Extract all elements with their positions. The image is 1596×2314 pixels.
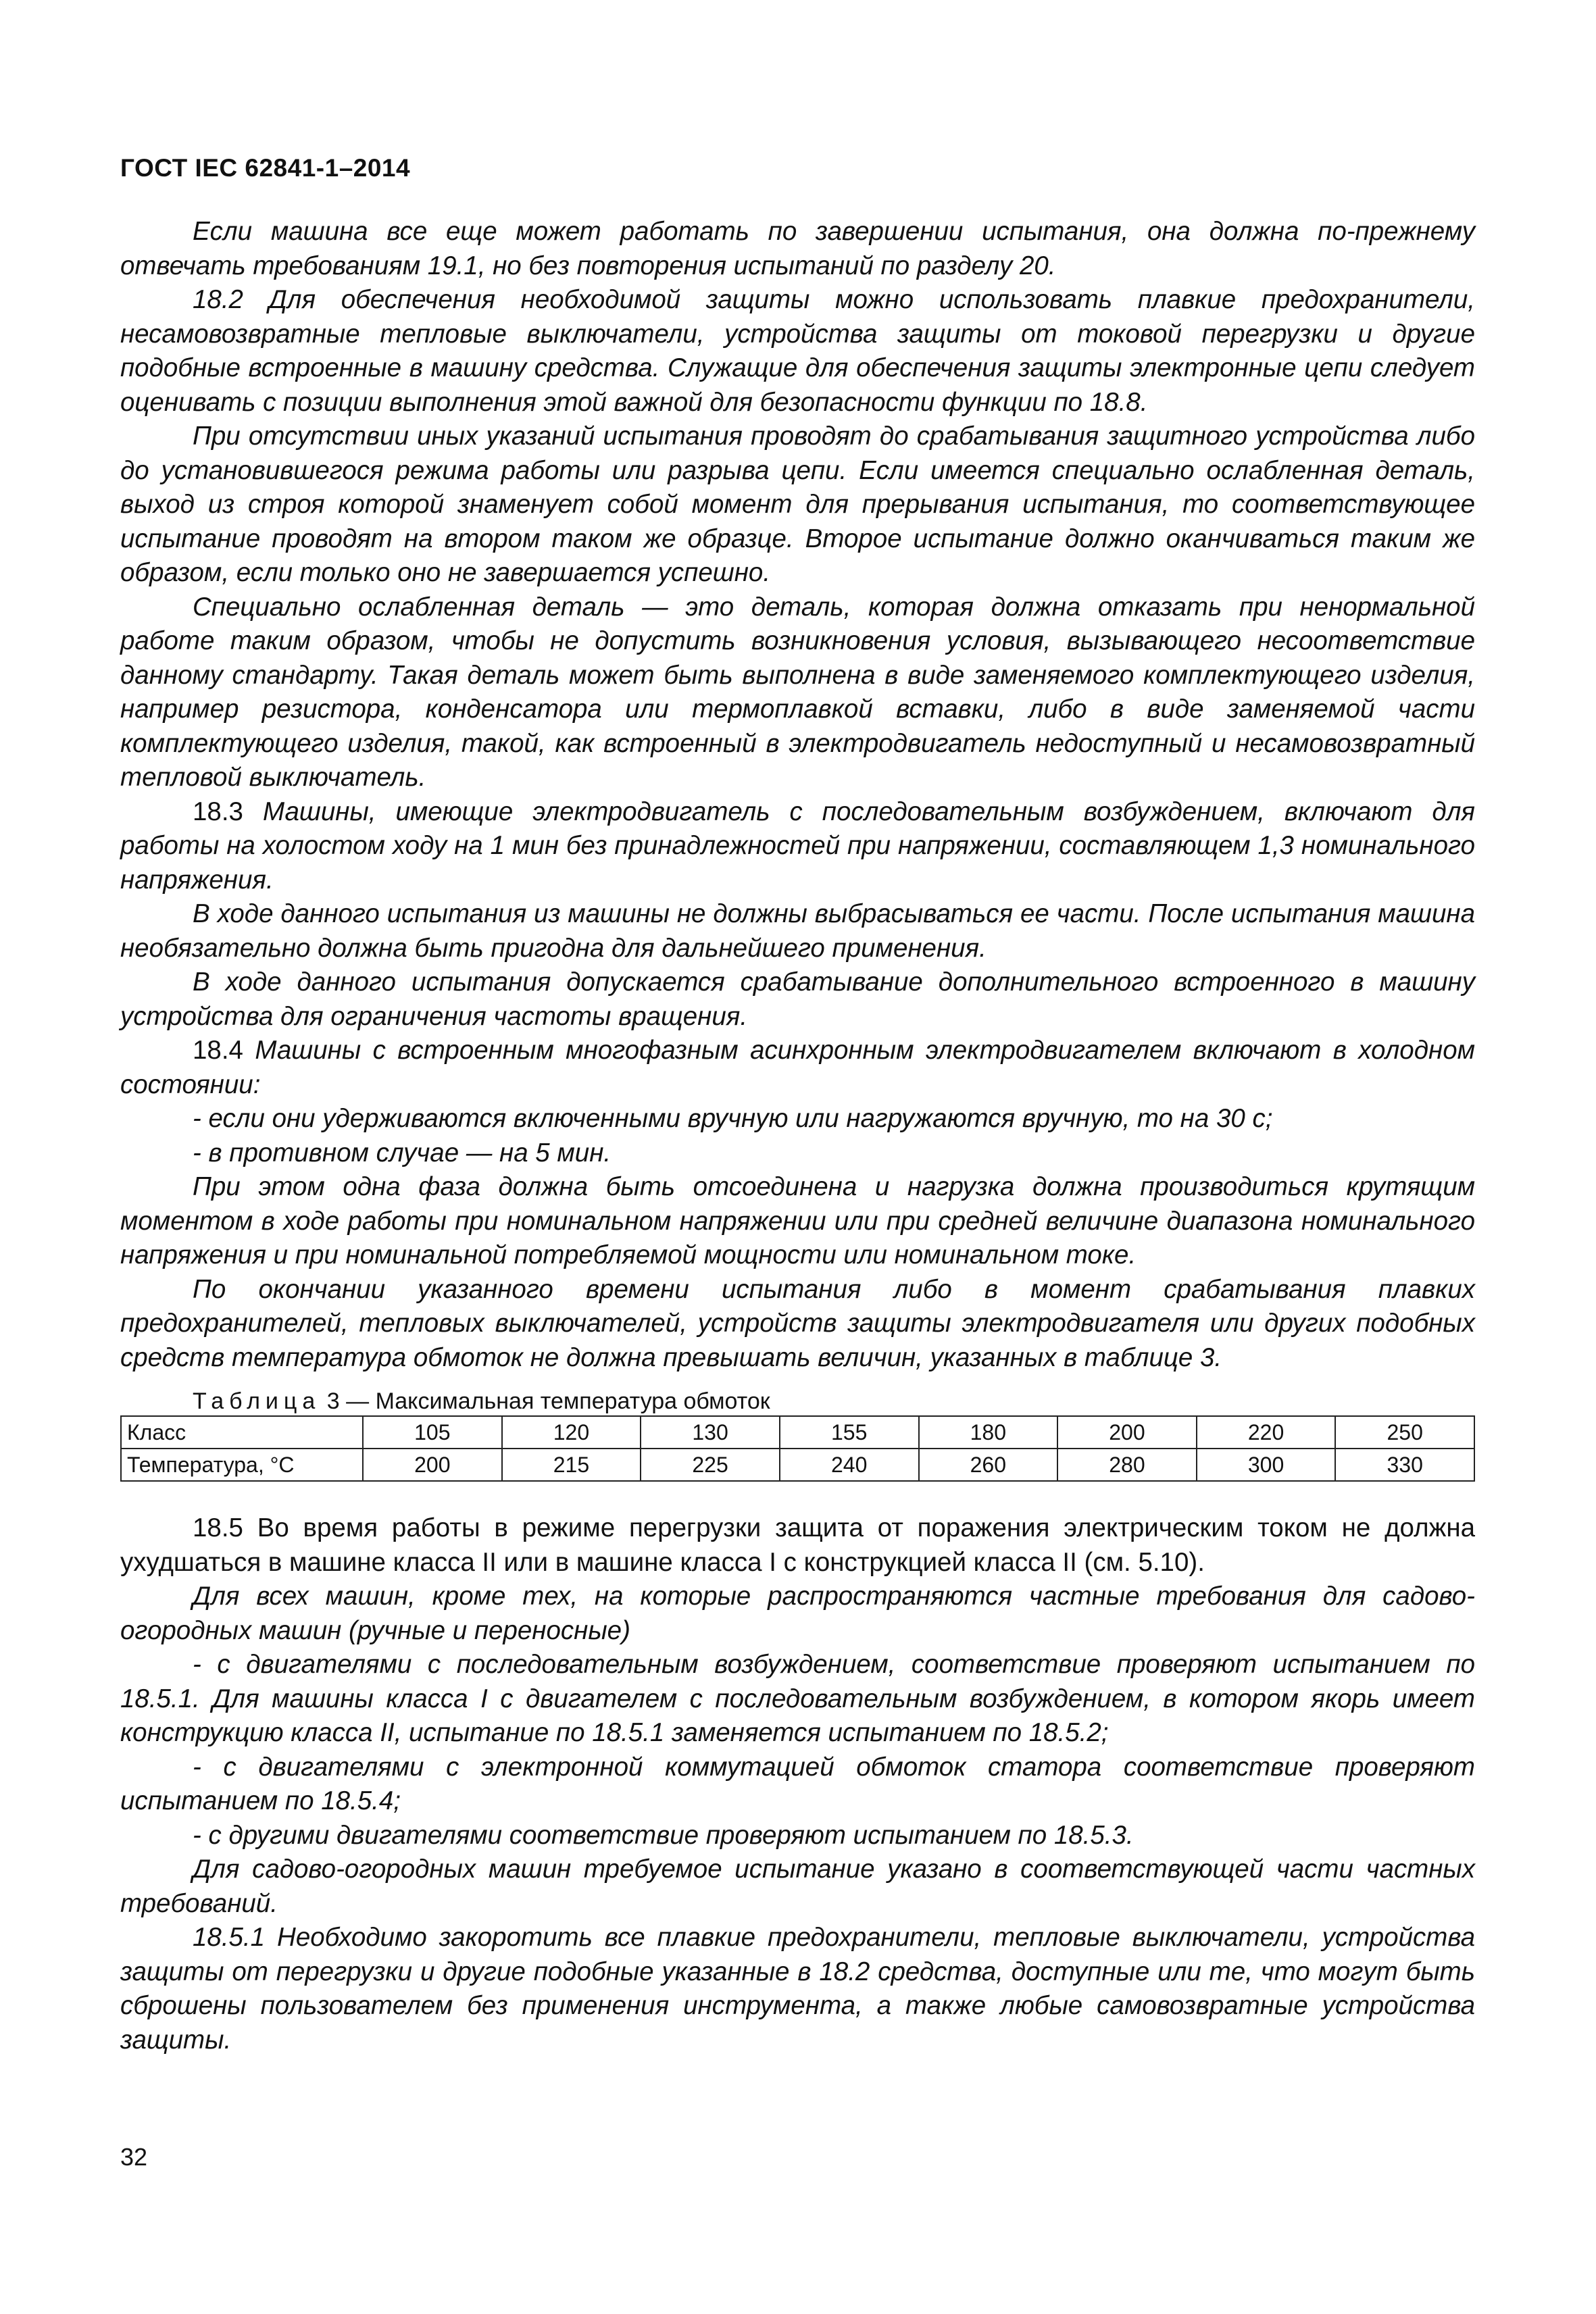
paragraph: Специально ослабленная деталь — это деталь, которая должна отказать при ненормальной работе таким образом, чтобы не допустить возникновения условия, вызывающего несоответствие данному стандарту. Такая деталь может быть выполнена в виде заменяемого комплектующего изделия, например резистора, конденсатора или термоплавкой вставки, либо в виде заменяемой части комплектующего изделия, такой, как встроенный в электродвигатель недоступный и несамовозвратный тепловой выключатель. (120, 592, 1475, 792)
table-cell: 200 (363, 1449, 502, 1481)
list-item: - в противном случае — на 5 мин. (193, 1138, 612, 1167)
table-cell: 225 (641, 1449, 780, 1481)
page-number: 32 (120, 2143, 148, 2171)
paragraph: Для садово-огородных машин требуемое испытание указано в соответствующей части частных требований. (120, 1855, 1475, 1918)
table-cell: 180 (919, 1416, 1058, 1449)
table-cell: 250 (1335, 1416, 1474, 1449)
table-cell: 260 (919, 1449, 1058, 1481)
paragraph: Для всех машин, кроме тех, на которые распространяются частные требования для садово-огородных машин (ручные и переносные) (120, 1582, 1475, 1645)
document-body (120, 215, 1475, 2057)
paragraph-18-3 (120, 795, 1475, 898)
paragraph-18-5-1: 18.5.1 Необходимо закоротить все плавкие предохранители, тепловые выключатели, устройства защиты от перегрузки и другие подобные указанные в 18.2 средства, доступные или те, что могут быть сброшены пользователем без применения инструмента, а также любые самовозвратные устройства защиты. (120, 1923, 1475, 2055)
row-header: Класс (121, 1416, 363, 1449)
list-item: - с двигателями с последовательным возбуждением, соответствие проверяют испытанием по 18.5.1. Для машины класса I с двигателем с последовательным возбуждением, в котором якорь имеет конструкцию класса II, испытание по 18.5.1 заменяется испытанием по 18.5.2; (120, 1650, 1475, 1747)
table-cell: 220 (1197, 1416, 1336, 1449)
table-cell: 240 (780, 1449, 919, 1481)
paragraph: При этом одна фаза должна быть отсоединена и нагрузка должна производиться крутящим моментом в ходе работы при номинальном напряжении или при средней величине диапазона номинального напряжения и при номинальной потребляемой мощности или номинальном токе. (120, 1172, 1475, 1269)
clause-text: Машины, имеющие электродвигатель с последовательным возбуждением, включают для работы на холостом ходу на 1 мин без принадлежностей при напряжении, составляющем 1,3 номинального напряжения. (120, 797, 1475, 895)
table-caption (120, 1387, 1475, 1415)
clause-number: 18.3 (193, 797, 243, 826)
table-cell: 120 (502, 1416, 641, 1449)
paragraph: По окончании указанного времени испытания либо в момент срабатывания плавких предохранителей, тепловых выключателей, устройств защиты электродвигателя или других подобных средств температура обмоток не должна превышать величин, указанных в таблице 3. (120, 1274, 1475, 1372)
paragraph: Если машина все еще может работать по завершении испытания, она должна по-прежнему отвечать требованиям 19.1, но без повторения испытаний по разделу 20. (120, 217, 1475, 280)
list-item: - если они удерживаются включенными вручную или нагружаются вручную, то на 30 с; (193, 1104, 1273, 1133)
paragraph: При отсутствии иных указаний испытания проводят до срабатывания защитного устройства либо до установившегося режима работы или разрыва цепи. Если имеется специально ослабленная деталь, выход из строя которой знаменует собой момент для прерывания испытания, то соответствующее испытание проводят на втором таком же образце. Второе испытание должно оканчиваться таким же образом, если только оно не завершается успешно. (120, 422, 1475, 587)
table-cell: 130 (641, 1416, 780, 1449)
clause-number: 18.4 (193, 1036, 243, 1065)
list-item: - с двигателями с электронной коммутацией обмоток статора соответствие проверяют испытанием по 18.5.4; (120, 1752, 1475, 1815)
table-row-temperature (121, 1449, 1474, 1481)
row-header: Температура, °C (121, 1449, 363, 1481)
table-caption-label: Таблица (193, 1388, 321, 1414)
table-row-class (121, 1416, 1474, 1449)
table-cell: 330 (1335, 1449, 1474, 1481)
table-cell: 215 (502, 1449, 641, 1481)
paragraph: В ходе данного испытания из машины не должны выбрасываться ее части. После испытания машина необязательно должна быть пригодна для дальнейшего применения. (120, 899, 1475, 963)
table-cell: 105 (363, 1416, 502, 1449)
document-code-header: ГОСТ IEC 62841-1–2014 (120, 154, 411, 182)
clause-text: Машины с встроенным многофазным асинхронным электродвигателем включают в холодном состоянии: (120, 1036, 1475, 1099)
table-caption-title: 3 — Максимальная температура обмоток (326, 1388, 770, 1414)
paragraph-18-5: 18.5 Во время работы в режиме перегрузки защита от поражения электрическим током не должна ухудшаться в машине класса II или в машине класса I с конструкцией класса II (см. 5.10). (120, 1513, 1475, 1577)
table-cell: 200 (1057, 1416, 1197, 1449)
paragraph-18-2: 18.2 Для обеспечения необходимой защиты можно использовать плавкие предохранители, несамовозвратные тепловые выключатели, устройства защиты от токовой перегрузки и другие подобные встроенные в машину средства. Служащие для обеспечения защиты электронные цепи следует оценивать с позиции выполнения этой важной для безопасности функции по 18.8. (120, 285, 1475, 417)
table-cell: 300 (1197, 1449, 1336, 1481)
paragraph: В ходе данного испытания допускается срабатывание дополнительного встроенного в машину устройства для ограничения частоты вращения. (120, 967, 1475, 1031)
table-3-block (120, 1387, 1475, 1482)
table-cell: 155 (780, 1416, 919, 1449)
table-cell: 280 (1057, 1449, 1197, 1481)
paragraph-18-4 (120, 1034, 1475, 1102)
list-item: - с другими двигателями соответствие проверяют испытанием по 18.5.3. (193, 1820, 1134, 1850)
winding-temperature-table (120, 1415, 1475, 1482)
